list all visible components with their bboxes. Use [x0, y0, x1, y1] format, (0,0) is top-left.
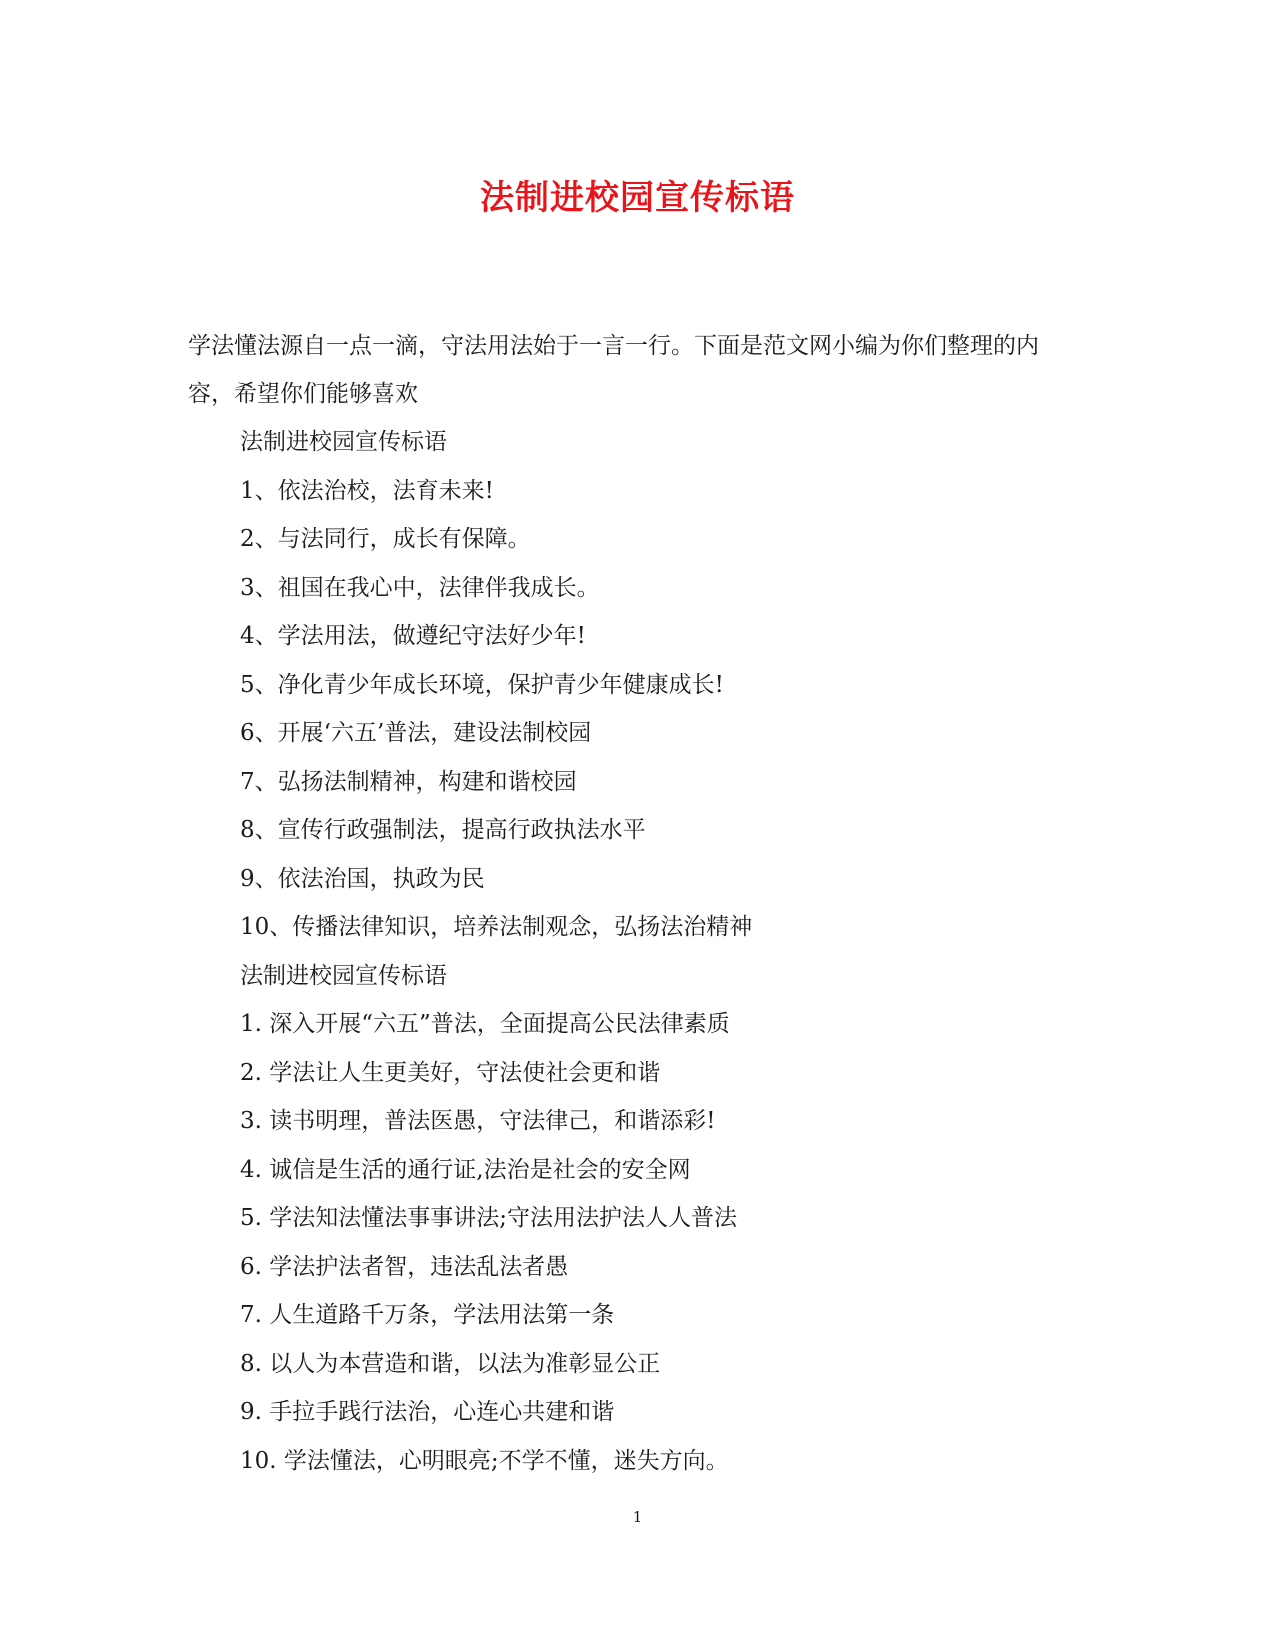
list-item: 1. 深入开展“六五”普法，全面提高公民法律素质 [240, 1011, 730, 1037]
slogan-list [240, 418, 1070, 1485]
list-item: 7、弘扬法制精神，构建和谐校园 [240, 768, 577, 795]
list-item: 10. 学法懂法，心明眼亮;不学不懂，迷失方向。 [240, 1447, 729, 1474]
intro-paragraph: 学法懂法源自一点一滴，守法用法始于一言一行。下面是范文网小编为你们整理的内容，希望你们能够喜欢 [188, 333, 1039, 407]
list-item: 1、依法治校，法育未来! [240, 477, 494, 504]
list-item: 2、与法同行，成长有保障。 [240, 526, 531, 552]
page-number: 1 [632, 1508, 643, 1526]
list-item: 5、净化青少年成长环境，保护青少年健康成长! [240, 671, 724, 698]
list-item: 4、学法用法，做遵纪守法好少年! [240, 623, 586, 649]
list-item: 6. 学法护法者智，违法乱法者愚 [240, 1253, 569, 1280]
list-item: 9、依法治国，执政为民 [240, 865, 485, 892]
list-item: 6、开展‘六五’普法，建设法制校园 [240, 720, 592, 746]
list-item: 4. 诚信是生活的通行证,法治是社会的安全网 [240, 1156, 691, 1183]
list-item: 3. 读书明理，普法医愚，守法律己，和谐添彩! [240, 1108, 716, 1134]
list-item: 2. 学法让人生更美好，守法使社会更和谐 [240, 1059, 661, 1086]
section-heading: 法制进校园宣传标语 [240, 962, 447, 989]
document-title: 法制进校园宣传标语 [480, 178, 795, 218]
list-item: 5. 学法知法懂法事事讲法;守法用法护法人人普法 [240, 1205, 738, 1231]
section-heading: 法制进校园宣传标语 [240, 429, 447, 455]
list-item: 9. 手拉手践行法治，心连心共建和谐 [240, 1399, 615, 1425]
list-item: 3、祖国在我心中，法律伴我成长。 [240, 574, 600, 601]
list-item: 10、传播法律知识，培养法制观念，弘扬法治精神 [240, 914, 753, 940]
list-item: 8、宣传行政强制法，提高行政执法水平 [240, 817, 646, 843]
list-item: 7. 人生道路千万条，学法用法第一条 [240, 1302, 615, 1328]
list-item: 8. 以人为本营造和谐，以法为准彰显公正 [240, 1350, 661, 1377]
